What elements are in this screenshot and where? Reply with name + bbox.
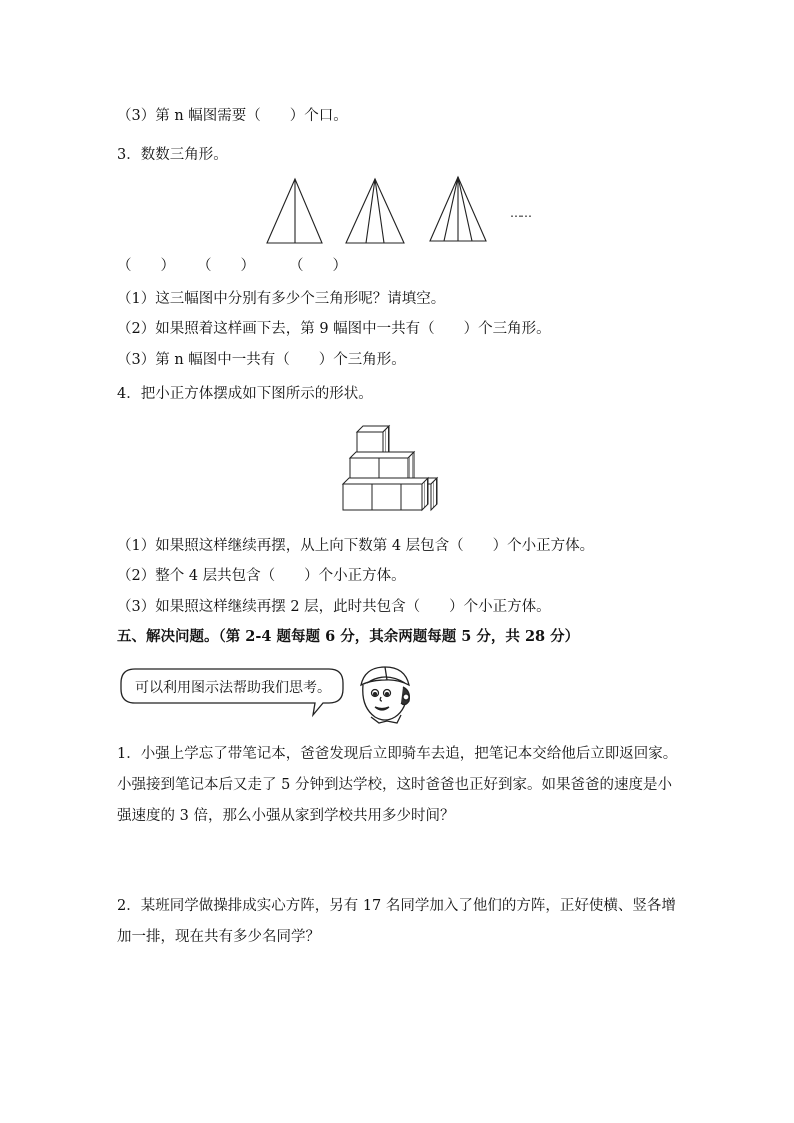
q3-part1: （1）这三幅图中分别有多少个三角形呢？请填空。	[117, 291, 446, 307]
q4-part3: （3）如果照这样继续再摆 2 层，此时共包含（ ）个小正方体。	[117, 599, 551, 615]
problem-1: 1．小强上学忘了带笔记本，爸爸发现后立即骑车去追，把笔记本交给他后立即返回家。小强接到笔记本后又走了 5 分钟到达学校，这时爸爸也正好到家。如果爸爸的速度是小强速度的 3 倍，那么小强从家到学校共用多少时间？	[117, 746, 678, 824]
blank-1[interactable]: （ ）	[117, 258, 175, 274]
problem-2: 2．某班同学做操排成实心方阵，另有 17 名同学加入了他们的方阵，正好使横、竖各增加一排，现在共有多少名同学？	[117, 898, 676, 945]
section5-heading: 五、解决问题。（第 2-4 题每题 6 分，其余两题每题 5 分，共 28 分）	[117, 628, 580, 645]
q2-part3: （3）第 n 幅图需要（ ）个口。	[117, 108, 348, 124]
q4-title: 4．把小正方体摆成如下图所示的形状。	[117, 386, 373, 402]
q3-title: 3．数数三角形。	[117, 147, 228, 163]
cube-stack-figure	[340, 424, 442, 516]
q4-part2: （2）整个 4 层共包含（ ）个小正方体。	[117, 568, 406, 584]
q3-part2: （2）如果照着这样画下去，第 9 幅图中一共有（ ）个三角形。	[117, 321, 551, 337]
continuation-dots: ……	[510, 206, 530, 220]
q4-part1: （1）如果照这样继续再摆，从上向下数第 4 层包含（ ）个小正方体。	[117, 538, 595, 554]
speech-bubble-text: 可以利用图示法帮助我们思考。	[135, 680, 331, 696]
triangle-figure-2	[346, 179, 404, 243]
cartoon-boy-icon	[353, 663, 415, 725]
blank-2[interactable]: （ ）	[197, 258, 255, 274]
triangle-figures	[262, 175, 552, 247]
q3-part3: （3）第 n 幅图中一共有（ ）个三角形。	[117, 352, 406, 368]
blank-3[interactable]: （ ）	[289, 258, 347, 274]
q3-answer-blanks	[117, 256, 347, 276]
